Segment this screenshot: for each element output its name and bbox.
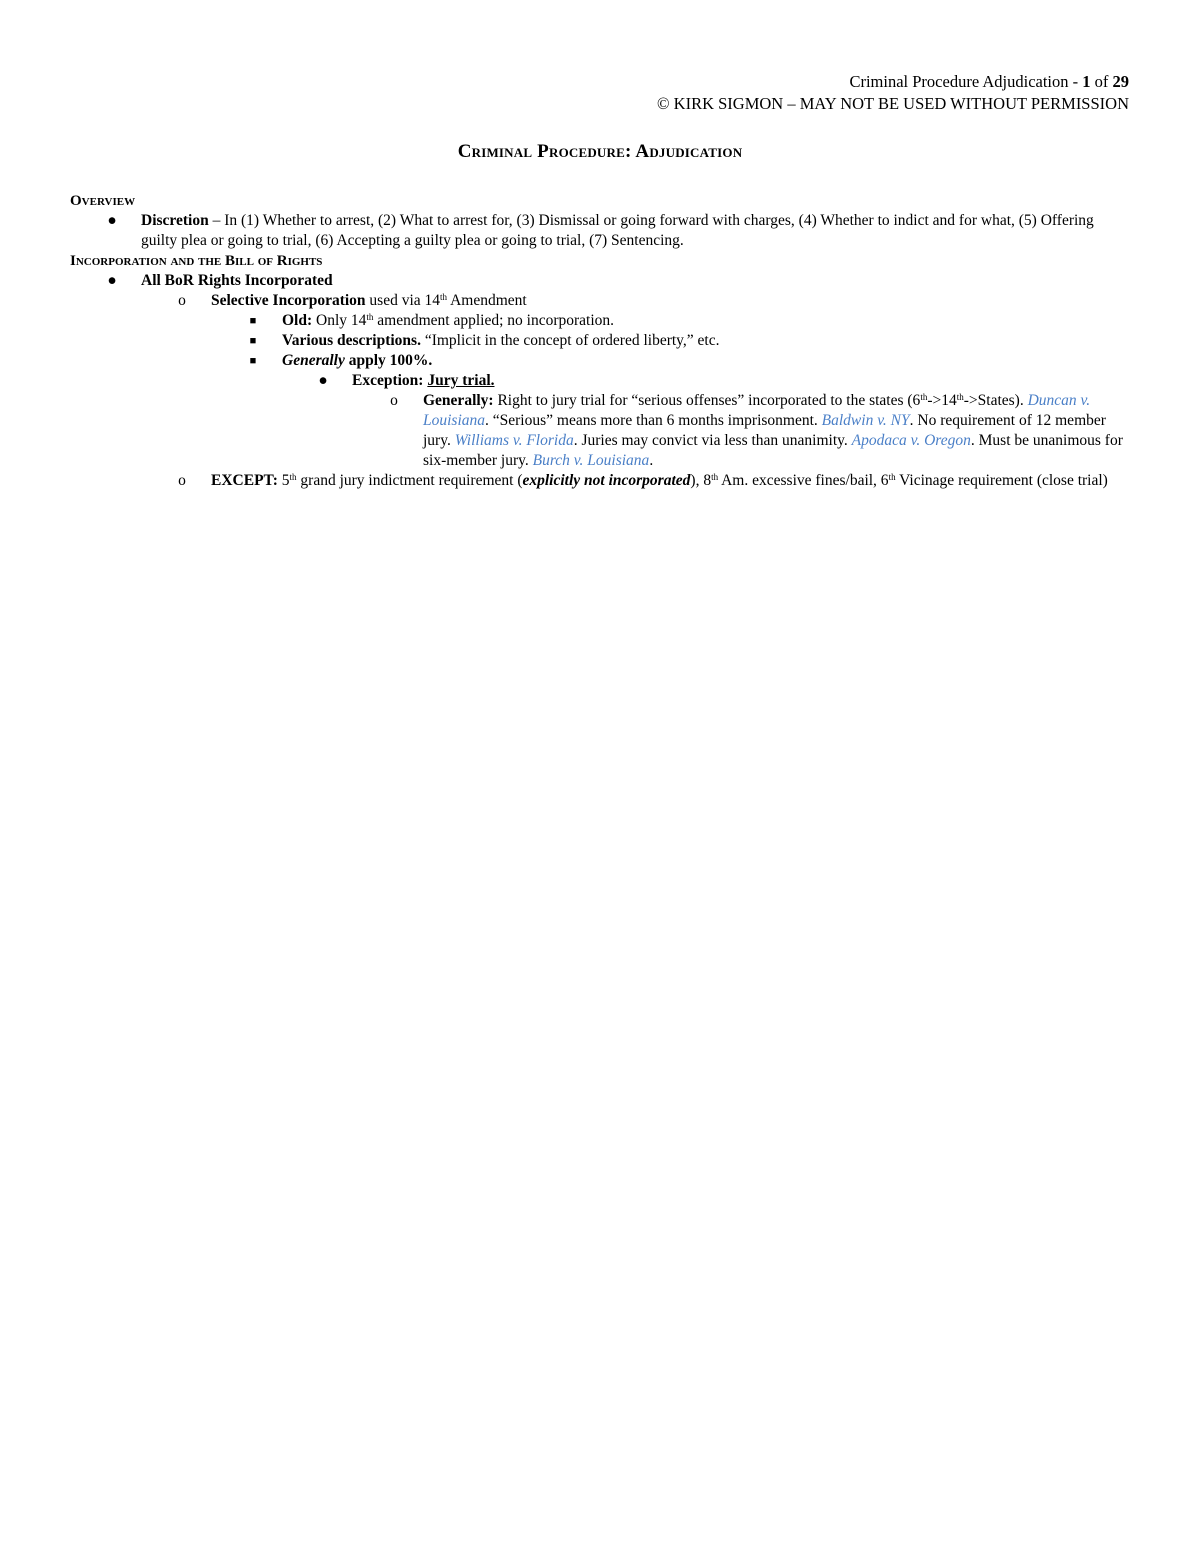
case-citation: Baldwin v. NY <box>821 412 910 429</box>
copyright-notice: © KIRK SIGMON – MAY NOT BE USED WITHOUT PERMISSION <box>657 94 1129 113</box>
section-heading-overview: Overview <box>70 193 136 209</box>
case-citation: Duncan v. Louisiana <box>423 392 1091 429</box>
bullet-icon: ● <box>107 272 117 289</box>
case-citation: Burch v. Louisiana <box>532 452 650 469</box>
square-bullet-icon: ■ <box>249 335 257 347</box>
list-item-discretion: ● Discretion – In (1) Whether to arrest, (2) What to arrest for, (3) Dismissal or going forward with charges, (4) Whether to indict and for what, (5) Offering guilty plea or going to trial, (6) Accepting a guilty plea or going to trial, (7) Sentencing. <box>70 211 1130 251</box>
document-title: Criminal Procedure: Adjudication <box>457 141 743 162</box>
list-item-old: ■ Old: Only 14th amendment applied; no incorporation. <box>70 311 1130 331</box>
square-bullet-icon: ■ <box>249 315 257 327</box>
section-heading-incorporation: Incorporation and the Bill of Rights <box>70 253 323 269</box>
term-label: Discretion <box>141 212 209 229</box>
list-item-exception: ● Exception: Jury trial. <box>70 371 1130 391</box>
bullet-icon: ● <box>107 212 117 229</box>
bullet-icon: ● <box>318 372 328 389</box>
case-citation: Apodaca v. Oregon <box>851 432 971 449</box>
document-body <box>70 191 1130 491</box>
list-item-except: o EXCEPT: 5th grand jury indictment requirement (explicitly not incorporated), 8th Am. excessive fines/bail, 6th Vicinage requirement (close trial) <box>70 471 1130 491</box>
page-current: 1 <box>1082 72 1091 91</box>
square-bullet-icon: ■ <box>249 355 257 367</box>
list-item-jury-generally: o Generally: Right to jury trial for “serious offenses” incorporated to the states (6th->14th->States). Duncan v. Louisiana. “Serious” means more than 6 months imprisonment. Baldwin v. NY. No requirement of 12 member jury. Williams v. Florida. Juries may convict via less than unanimity. Apodaca v. Oregon. Must be unanimous for six-member jury. Burch v. Louisiana. <box>70 391 1130 471</box>
circle-bullet-icon: o <box>178 292 186 309</box>
list-item-all-bor: ● All BoR Rights Incorporated <box>70 271 1130 291</box>
list-item-various-descriptions: ■ Various descriptions. “Implicit in the concept of ordered liberty,” etc. <box>70 331 1130 351</box>
list-item-generally-apply: ■ Generally apply 100%. <box>70 351 1130 371</box>
running-title: Criminal Procedure Adjudication - 1 of 29 <box>849 72 1129 91</box>
circle-bullet-icon: o <box>178 472 186 489</box>
circle-bullet-icon: o <box>390 392 398 409</box>
list-item-selective-incorporation: o Selective Incorporation used via 14th Amendment <box>70 291 1130 311</box>
case-citation: Williams v. Florida <box>454 432 574 449</box>
page-header <box>657 71 1129 115</box>
page-total: 29 <box>1112 72 1129 91</box>
